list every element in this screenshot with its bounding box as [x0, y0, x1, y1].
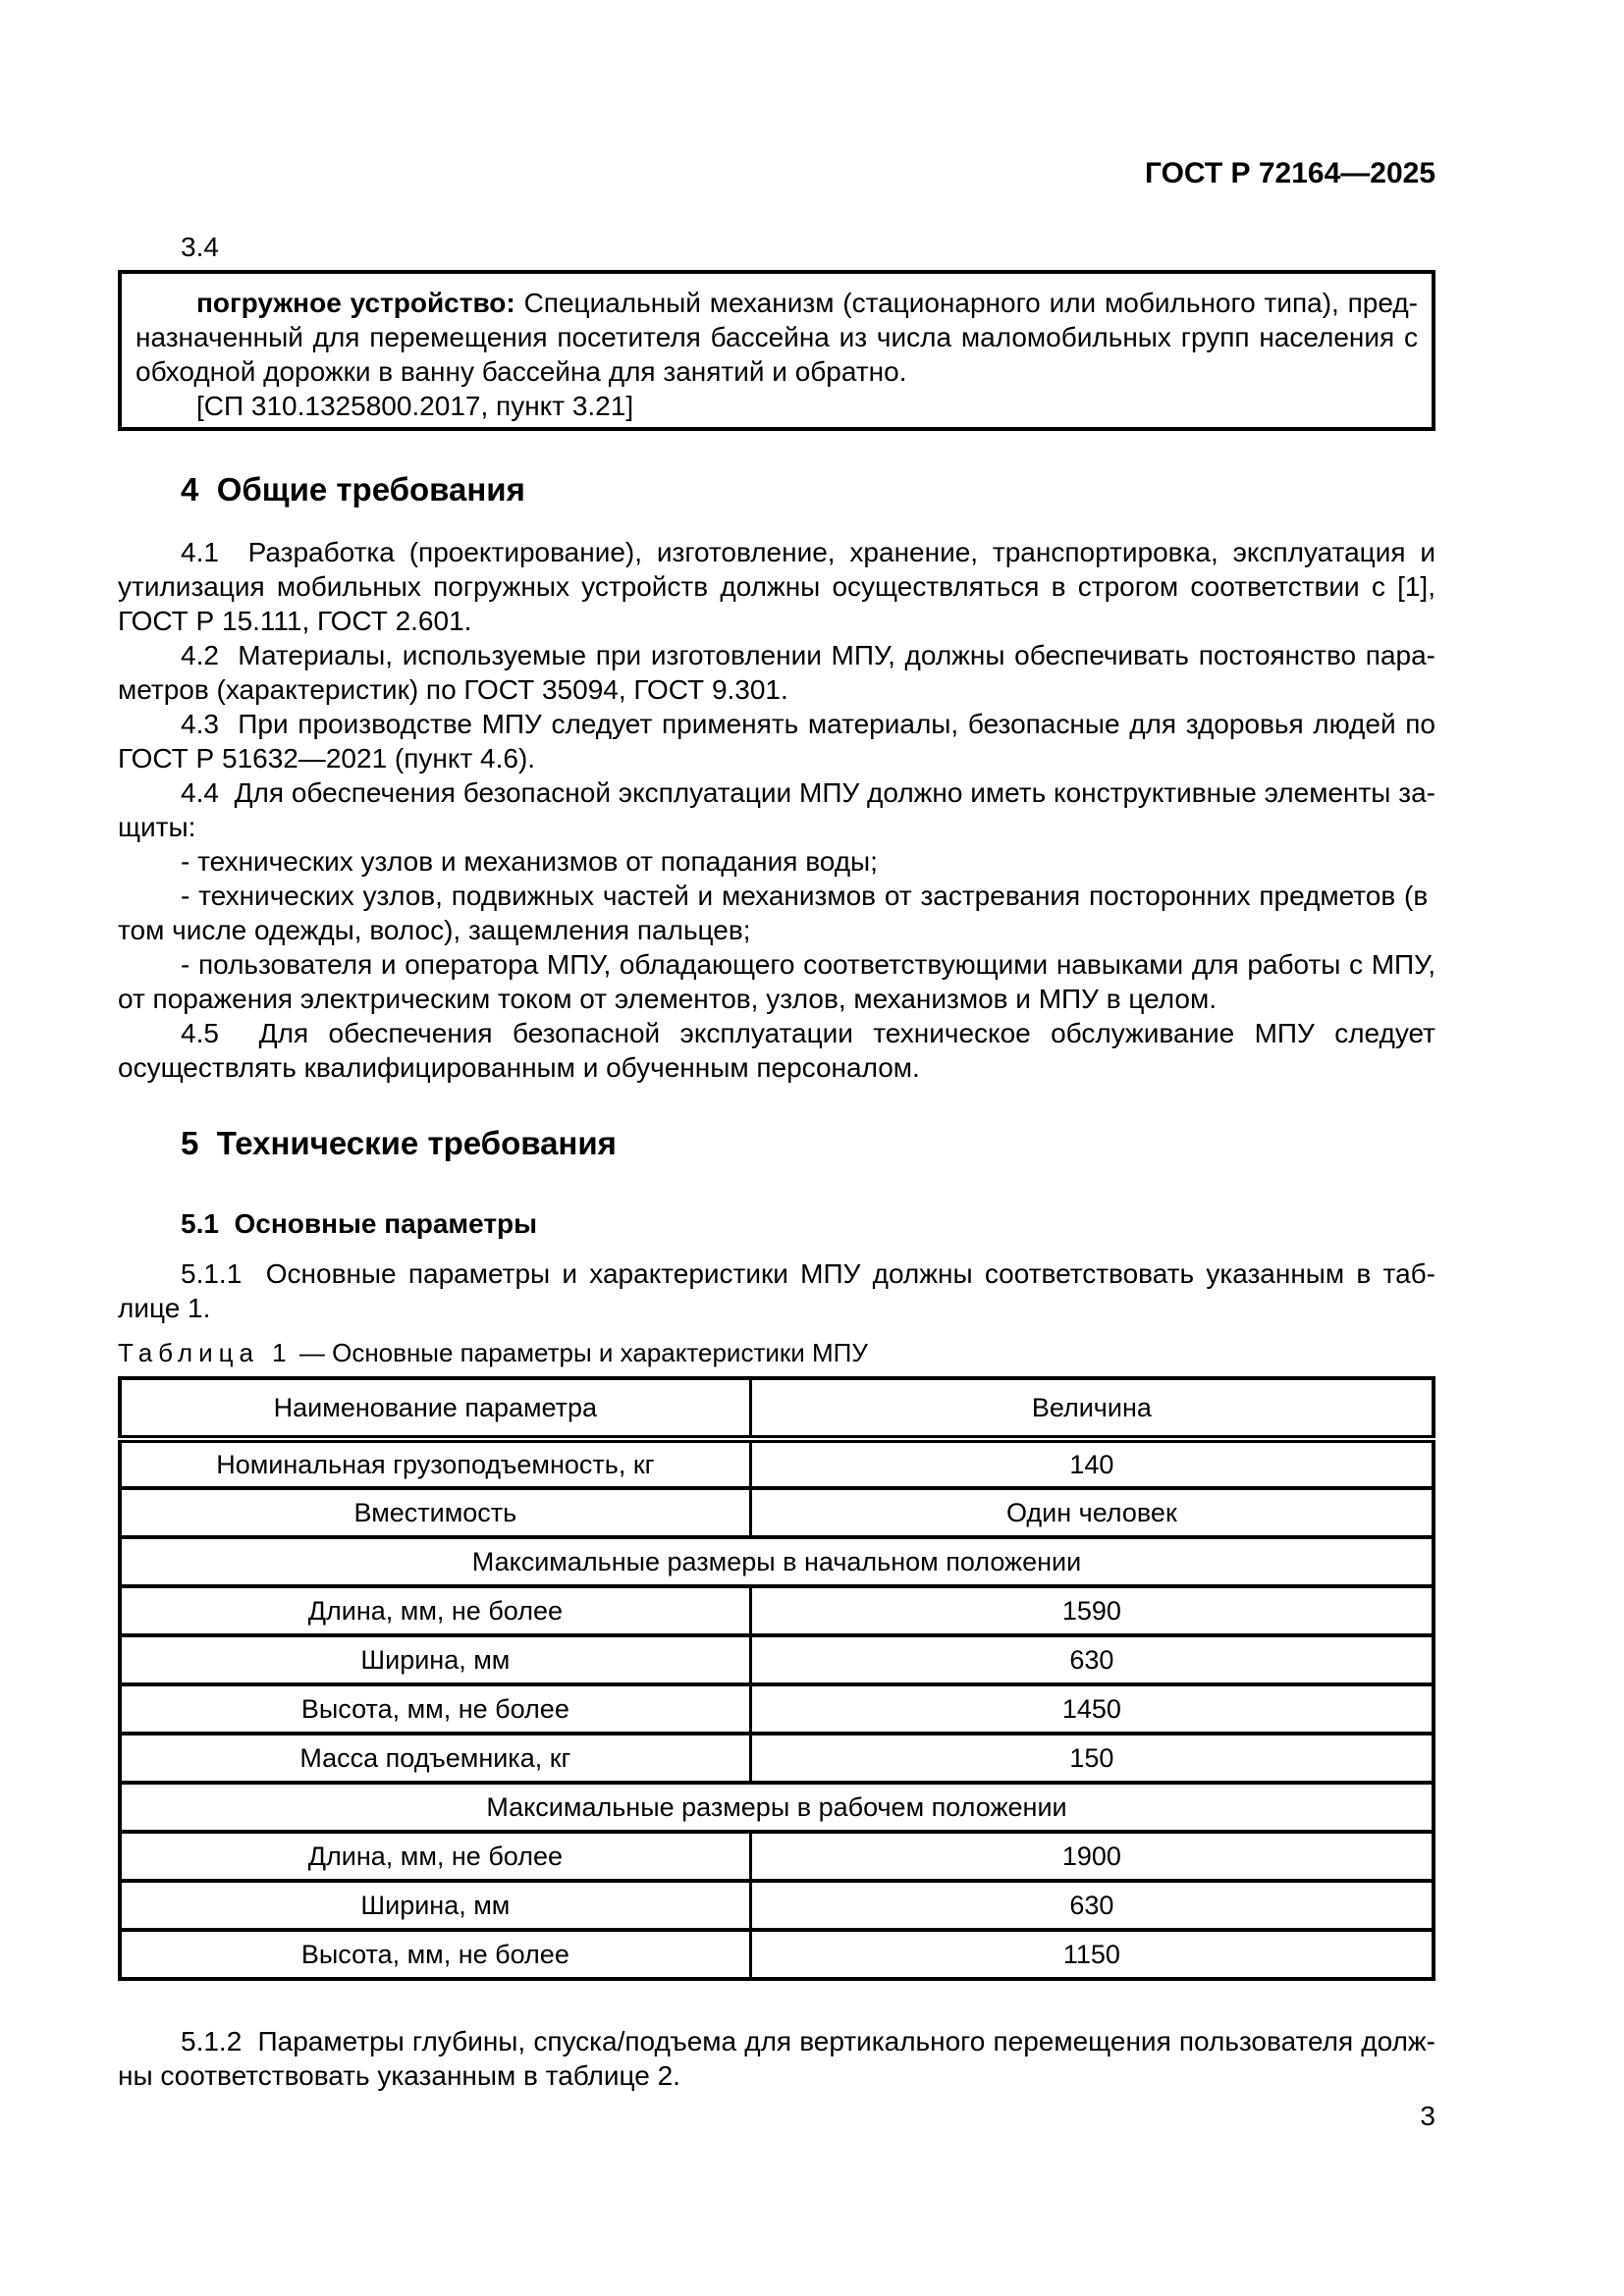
definition-body: Специальный механизм (стационарного или мобильного типа), предназначенный для перемещения посетителя бассейна из числа маломобильных групп населения с обходной дорожки в ванну бассейна для занятий и обратно. [135, 288, 1418, 387]
value-cell: 150 [1069, 1742, 1114, 1773]
value-cell: 1450 [1061, 1693, 1121, 1724]
value-cell: 1590 [1061, 1595, 1121, 1626]
table-row [120, 1635, 1434, 1684]
param-cell: Высота, мм, не более [120, 1684, 750, 1734]
table-row [120, 1734, 1434, 1783]
section-5-heading: 5 Технические требования [181, 1125, 617, 1161]
table-row [120, 1684, 1434, 1734]
paragraph-4-4: 4.4 Для обеспечения безопасной эксплуатации МПУ должно иметь конструктивные элементы защиты: [118, 777, 1435, 842]
table-caption [118, 1337, 1435, 1368]
value-cell: 630 [1069, 1644, 1114, 1675]
bullet-item-3: - пользователя и оператора МПУ, обладающего соответствующими навыками для работы с МПУ, от поражения электрическим током от элементов, узлов, механизмов и МПУ в целом. [118, 949, 1435, 1014]
param-cell: Масса подъемника, кг [120, 1734, 750, 1783]
param-cell: Высота, мм, не более [120, 1930, 750, 1979]
table-header-row [120, 1378, 1434, 1439]
definition-term: погружное устройство: [196, 288, 515, 318]
table-row [120, 1930, 1434, 1979]
param-cell: Длина, мм, не более [120, 1832, 750, 1881]
table-caption-label: Таблица 1 [118, 1338, 293, 1367]
page-number: 3 [1420, 2101, 1435, 2131]
document-code: ГОСТ Р 72164—2025 [1144, 157, 1435, 189]
page-content [118, 0, 1435, 2133]
column-header-value: Величина [1031, 1392, 1152, 1422]
clause-number: 3.4 [181, 232, 219, 262]
table-row [120, 1832, 1434, 1881]
table-caption-title: — Основные параметры и характеристики МПУ [298, 1338, 868, 1367]
value-cell: Один человек [1005, 1497, 1177, 1527]
definition-source: [СП 310.1325800.2017, пункт 3.21] [196, 391, 634, 421]
table-section-row [120, 1537, 1434, 1586]
paragraph-4-3: 4.3 При производстве МПУ следует применять материалы, безопасные для здоровья людей по ГОСТ Р 51632—2021 (пункт 4.6). [118, 709, 1435, 774]
param-cell: Ширина, мм [120, 1881, 750, 1930]
param-cell: Ширина, мм [120, 1635, 750, 1684]
param-cell: Длина, мм, не более [120, 1586, 750, 1635]
param-cell: Вместимость [120, 1488, 750, 1537]
value-cell: 1900 [1061, 1841, 1121, 1871]
definition-paragraph [135, 286, 1418, 389]
value-cell: 630 [1069, 1890, 1114, 1920]
paragraph-4-5: 4.5 Для обеспечения безопасной эксплуатации техническое обслуживание МПУ следует осуществлять квалифицированным и обученным персоналом. [118, 1018, 1435, 1083]
value-cell: 1150 [1062, 1939, 1120, 1969]
section-span-cell: Максимальные размеры в начальном положении [471, 1546, 1082, 1576]
table-row [120, 1439, 1434, 1488]
column-header-parameter: Наименование параметра [120, 1378, 750, 1439]
paragraph-4-1: 4.1 Разработка (проектирование), изготовление, хранение, транспортировка, эксплуатация и утилизация мобильных погружных устройств должны осуществляться в строгом соответствии с [1], ГОСТ Р 15.111, ГОСТ 2.601. [118, 537, 1435, 636]
param-cell: Номинальная грузоподъемность, кг [120, 1439, 750, 1488]
table-row [120, 1586, 1434, 1635]
value-cell: 140 [1069, 1449, 1114, 1479]
bullet-item-1: - технических узлов и механизмов от попадания воды; [181, 846, 878, 877]
table-1 [118, 1376, 1435, 1981]
paragraph-5-1-2: 5.1.2 Параметры глубины, спуска/подъема для вертикального перемещения пользователя должны соответствовать указанным в таблице 2. [118, 2026, 1435, 2091]
section-span-cell: Максимальные размеры в рабочем положении [486, 1791, 1067, 1822]
table-row [120, 1488, 1434, 1537]
table-row [120, 1881, 1434, 1930]
paragraph-5-1-1: 5.1.1 Основные параметры и характеристики МПУ должны соответствовать указанным в таблице 1. [118, 1258, 1435, 1323]
section-5-1-subheading: 5.1 Основные параметры [181, 1208, 538, 1239]
table-section-row [120, 1783, 1434, 1832]
section-4-heading: 4 Общие требования [181, 471, 525, 507]
definition-box [118, 270, 1435, 431]
paragraph-4-2: 4.2 Материалы, используемые при изготовлении МПУ, должны обеспечивать постоянство параметров (характеристик) по ГОСТ 35094, ГОСТ 9.301. [118, 640, 1435, 705]
bullet-item-2: - технических узлов, подвижных частей и механизмов от застревания посторонних предметов (в том числе одежды, волос), защемления пальцев; [118, 881, 1435, 945]
